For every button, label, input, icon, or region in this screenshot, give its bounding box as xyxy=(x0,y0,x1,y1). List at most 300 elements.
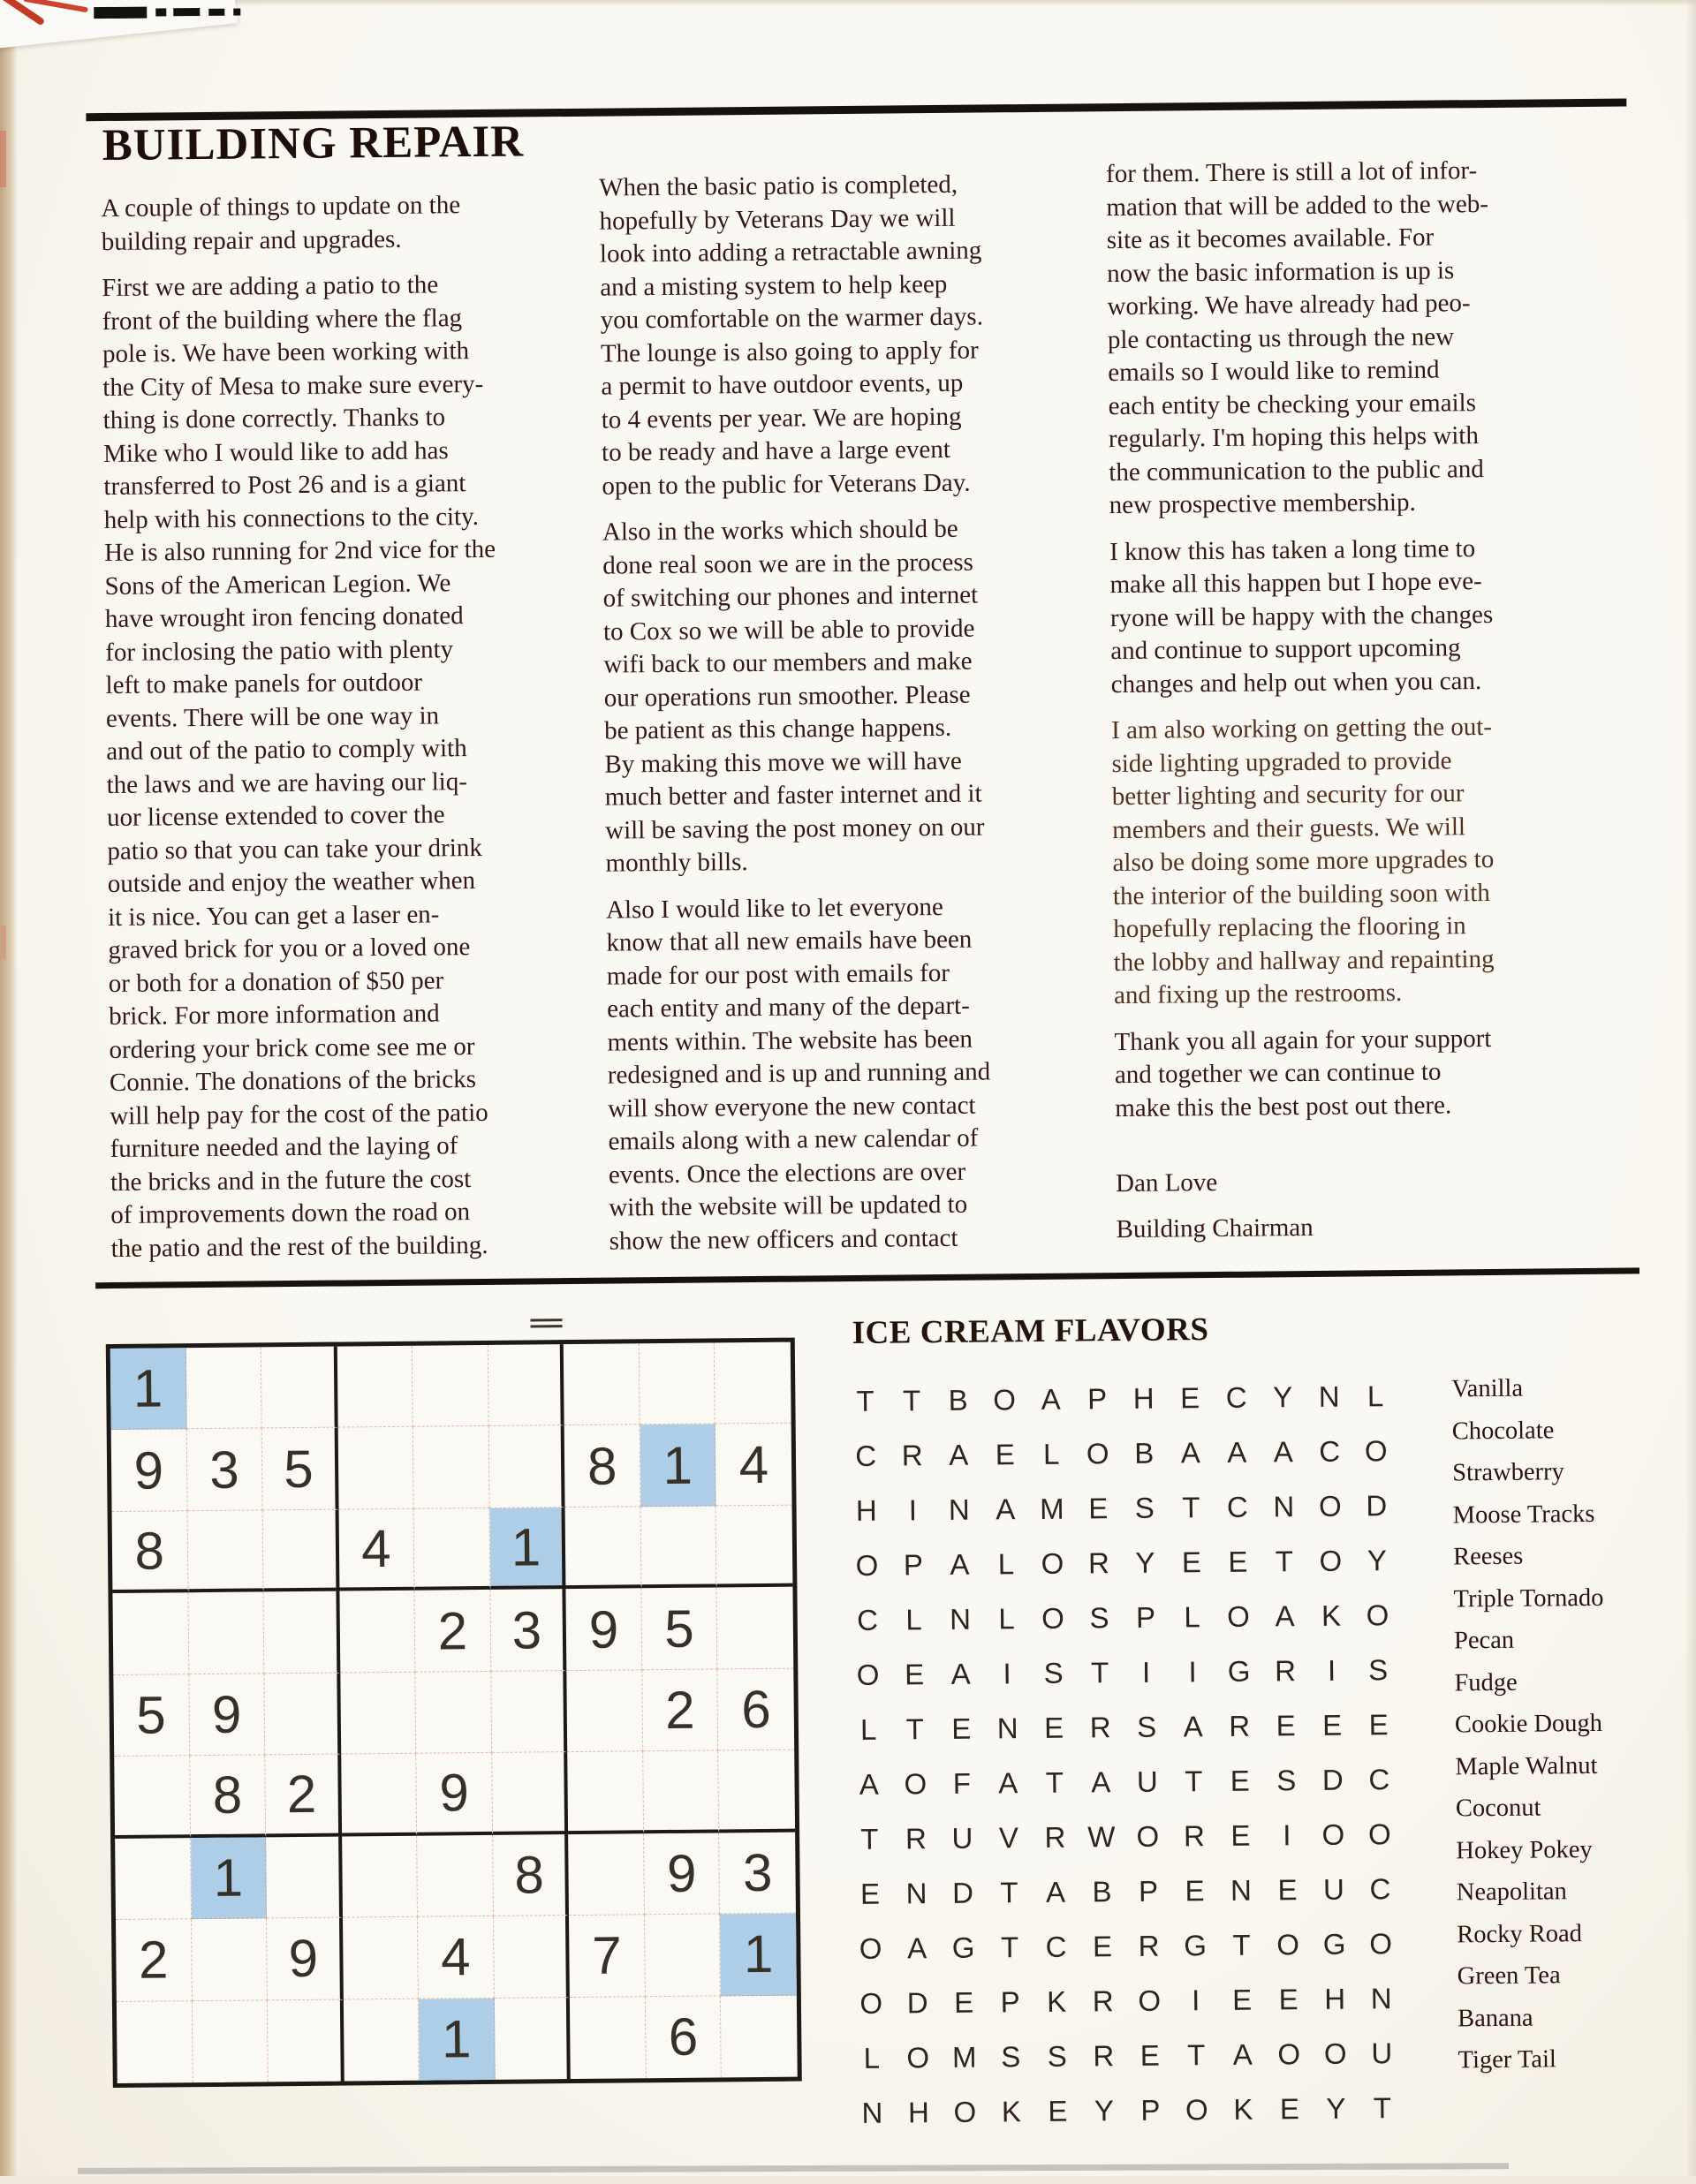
sudoku-cell xyxy=(413,1345,488,1427)
wordsearch-letter: H xyxy=(1324,1982,1346,2015)
sudoku-cell: 1 xyxy=(640,1425,716,1507)
wordsearch-letter: L xyxy=(1184,1600,1200,1634)
wordsearch-letter: Y xyxy=(1367,1544,1388,1577)
wordsearch-letter: P xyxy=(1138,1874,1159,1908)
sudoku-cell: 2 xyxy=(415,1590,491,1672)
wordsearch-letter: E xyxy=(1044,1711,1064,1744)
wordsearch-letter: O xyxy=(856,1658,880,1691)
paragraph: Also I would like to let everyone know that all new emails have been made for our post with emails for each entity and many of the depart- ments within. The website has been redesigned and is up and running and will show everyone the new contact emails along with a new calendar of events. Once the elections are over with the website will be updated to show the new officers and contact xyxy=(605,892,991,1256)
wordsearch-letter: H xyxy=(907,2096,929,2129)
wordsearch-letter: S xyxy=(1047,2039,1067,2073)
wordsearch-row xyxy=(845,1697,1403,1757)
cut-text-fragment xyxy=(94,7,147,19)
wordsearch-letter: D xyxy=(906,1986,928,2020)
wordsearch-grid xyxy=(842,1369,1405,2141)
wordsearch-letter: O xyxy=(906,2041,930,2074)
wordsearch-letter: E xyxy=(1368,1708,1389,1742)
wordsearch-letter: Y xyxy=(1135,1545,1155,1579)
wordsearch-letter: D xyxy=(1366,1489,1388,1523)
sudoku-cell xyxy=(488,1344,564,1426)
sudoku-cell xyxy=(117,2001,193,2083)
sudoku-cell xyxy=(564,1343,640,1425)
paragraph: Also in the works which should be done real soon we are in the process of switching our phones and internet to Cox so we will be able to provide wifi back to our members and make our operations run smoother. Please be patient as this change happens. By making this move we will have much better and faster internet and it will be saving the post money on our monthly bills. xyxy=(602,514,985,878)
wordsearch-letter: E xyxy=(995,1438,1015,1471)
wordsearch-letter: P xyxy=(1000,1985,1020,2019)
wordsearch-letter: V xyxy=(998,1821,1019,1855)
sudoku-cell xyxy=(339,1591,415,1673)
cut-text-fragment xyxy=(173,8,200,16)
sudoku-cell xyxy=(263,1509,339,1591)
wordsearch-letter: B xyxy=(1092,1875,1112,1908)
wordsearch-letter: T xyxy=(856,1384,874,1417)
wordsearch-letter: E xyxy=(1279,2092,1300,2126)
sudoku-cell xyxy=(337,1346,413,1428)
wordsearch-letter: L xyxy=(1367,1379,1384,1413)
paragraph: for them. There is still a lot of infor- mation that will be added to the web- site as it becomes available. For now the basic information is up is working. We have already had peo- ple contacting us through the new emails so I would like to remind each entity be checking your emails regularly. I'm hoping this helps with the communication to the public and new prospective membership. xyxy=(1105,156,1489,520)
wordsearch-letter: R xyxy=(905,1822,928,1855)
wordsearch-letter: N xyxy=(949,1602,972,1636)
wordsearch-letter: I xyxy=(908,1493,918,1527)
wordsearch-letter: E xyxy=(1181,1545,1202,1579)
wordsearch-letter: I xyxy=(1283,1818,1291,1852)
sudoku-cell: 1 xyxy=(489,1508,565,1590)
wordsearch-letter: A xyxy=(859,1767,879,1801)
wordsearch-letter: T xyxy=(1185,1765,1203,1798)
wordsearch-letter: K xyxy=(1001,2095,1022,2128)
wordsearch-letter: O xyxy=(1366,1598,1389,1632)
wordsearch-row xyxy=(847,1916,1404,1976)
wordsearch-letter: O xyxy=(1086,1437,1109,1470)
wordsearch-letter: C xyxy=(855,1439,877,1472)
sudoku-cell xyxy=(114,1756,190,1838)
word-item: Green Tea xyxy=(1457,1961,1561,1991)
sudoku-cell xyxy=(716,1506,792,1588)
wordsearch-letter: O xyxy=(953,2095,977,2128)
sudoku-cell xyxy=(187,1510,263,1592)
wordsearch-letter: I xyxy=(1141,1655,1151,1689)
sudoku-cell: 4 xyxy=(716,1424,791,1506)
wordsearch-letter: I xyxy=(1327,1653,1336,1687)
wordsearch-letter: S xyxy=(1276,1764,1297,1797)
word-item: Moose Tracks xyxy=(1452,1500,1595,1529)
wordsearch-letter: T xyxy=(902,1384,921,1417)
wordsearch-letter: F xyxy=(952,1766,972,1800)
paragraph: A couple of things to update on the building repair and upgrades. xyxy=(101,191,461,256)
sudoku-cell: 2 xyxy=(265,1755,341,1837)
wordsearch-letter: R xyxy=(1229,1709,1251,1742)
sudoku-cell: 1 xyxy=(720,1914,796,1996)
wordsearch-letter: A xyxy=(1091,1765,1111,1799)
sudoku-cell xyxy=(414,1508,490,1591)
wordsearch-letter: E xyxy=(1231,1983,1253,2016)
sudoku-cell xyxy=(340,1672,416,1754)
wordsearch-letter: A xyxy=(1045,1875,1066,1908)
wordsearch-letter: Y xyxy=(1272,1380,1293,1414)
wordsearch-letter: A xyxy=(996,1493,1016,1526)
wordsearch-letter: O xyxy=(1364,1434,1388,1468)
wordsearch-letter: R xyxy=(1089,1711,1111,1744)
wordsearch-letter: S xyxy=(1134,1491,1155,1524)
wordsearch-row xyxy=(844,1588,1401,1648)
sudoku-cell xyxy=(494,1916,570,1998)
sudoku-cell: 8 xyxy=(493,1834,569,1916)
sudoku-cell: 3 xyxy=(490,1589,566,1671)
word-item: Tiger Tail xyxy=(1458,2045,1556,2074)
wordsearch-letter: A xyxy=(1180,1436,1200,1470)
wordsearch-letter: S xyxy=(1043,1656,1064,1689)
wordsearch-letter: O xyxy=(859,1986,883,2020)
wordsearch-letter: N xyxy=(1273,1490,1295,1523)
sudoku-cell xyxy=(192,1918,268,2000)
wordsearch-letter: L xyxy=(997,1547,1015,1581)
sudoku-cell xyxy=(266,1836,342,1918)
wordsearch-letter: E xyxy=(1277,1873,1298,1907)
wordsearch-row xyxy=(843,1424,1400,1484)
wordsearch-letter: A xyxy=(1041,1382,1061,1416)
word-item: Cookie Dough xyxy=(1454,1709,1603,1739)
sudoku-cell xyxy=(416,1672,492,1754)
wordsearch-letter: U xyxy=(1322,1872,1345,1906)
wordsearch-letter: C xyxy=(856,1603,879,1636)
wordsearch-letter: U xyxy=(1136,1765,1158,1798)
wordsearch-letter: P xyxy=(903,1548,924,1582)
wordsearch-letter: C xyxy=(1225,1380,1247,1414)
wordsearch-letter: N xyxy=(1230,1873,1253,1907)
wordsearch-letter: E xyxy=(1185,1874,1205,1908)
wordsearch-letter: N xyxy=(1318,1379,1340,1413)
wordsearch-letter: E xyxy=(1278,1983,1298,2016)
wordsearch-letter: O xyxy=(993,1383,1017,1417)
wordsearch-letter: E xyxy=(1276,1709,1296,1742)
wordsearch-letter: O xyxy=(1369,1927,1393,1961)
wordsearch-letter: T xyxy=(905,1712,924,1746)
wordsearch-letter: D xyxy=(951,1876,974,1909)
wordsearch-letter: R xyxy=(1138,1929,1160,1962)
sudoku-cell: 8 xyxy=(190,1756,266,1838)
wordsearch-letter: A xyxy=(1227,1435,1247,1469)
wordsearch-letter: I xyxy=(1188,1655,1197,1689)
sudoku-cell xyxy=(719,1750,795,1833)
sudoku-cell xyxy=(268,1999,344,2082)
wordsearch-letter: W xyxy=(1087,1820,1116,1854)
wordsearch-row xyxy=(844,1643,1402,1703)
sudoku-cell xyxy=(264,1673,340,1755)
wordsearch-letter: C xyxy=(1226,1490,1248,1523)
wordsearch-letter: C xyxy=(1368,1763,1390,1796)
sudoku-cell: 3 xyxy=(720,1832,796,1914)
word-item: Triple Tornado xyxy=(1453,1583,1604,1613)
wordsearch-letter: S xyxy=(1089,1601,1109,1635)
paragraph: First we are adding a patio to the front of the building where the flag pole is. We have been working with the City of Mesa to make sure every- thing is done correctly. Thanks to Mike who I would like to add has transferred to Post 26 and is a giant help with his connections to the city. He is also running for 2nd vice for the Sons of the American Legion. We have wrought iron fencing donated for inclosing the patio with plenty left to make panels for outdoor events. There will be one way in and out of the patio to comply with the laws and we are having our liq- uor license extended to cover the patio so that you can take your drink outside and enjoy the weather when it is nice. You can get a laser en- graved brick for you or a loved one or both for a donation of $50 per brick. For more information and ordering your brick come see me or Connie. The donations of the bricks will help pay for the cost of the patio furniture needed and the laying of the bricks and in the future the cost of improvements down the road on the patio and the rest of the building. xyxy=(102,270,496,1263)
sudoku-cell: 8 xyxy=(564,1425,640,1508)
sudoku-cell: 1 xyxy=(110,1348,186,1430)
wordsearch-letter: A xyxy=(1232,2037,1253,2071)
paragraph: I am also working on getting the out- side lighting upgraded to provide better lighting and security for our members and their guests. We will also be doing some more upgrades to the interior of the building soon with hopefully replacing the flooring in the lobby and hallway and repainting and fixing up the restrooms. xyxy=(1110,712,1495,1010)
sudoku-cell: 6 xyxy=(646,1996,722,2078)
wordsearch-letter: G xyxy=(1322,1927,1346,1961)
sudoku-cell: 9 xyxy=(566,1589,642,1671)
sudoku-cell: 9 xyxy=(111,1430,187,1512)
wordsearch-letter: G xyxy=(951,1931,975,1964)
wordsearch-row xyxy=(842,1369,1399,1429)
wordsearch-letter: C xyxy=(1369,1872,1391,1906)
wordsearch-letter: L xyxy=(1042,1437,1060,1470)
wordsearch-letter: S xyxy=(1367,1653,1389,1687)
wordsearch-letter: Y xyxy=(1326,2091,1346,2125)
wordsearch-letter: L xyxy=(863,2041,881,2074)
wordsearch-letter: O xyxy=(1185,2093,1208,2127)
wordsearch-letter: E xyxy=(951,1712,972,1745)
sudoku-cell xyxy=(115,1838,191,1920)
wordsearch-row xyxy=(845,1752,1403,1812)
sudoku-cell: 9 xyxy=(267,1918,343,2000)
wordsearch-word-list xyxy=(1451,1367,1609,2082)
wordsearch-letter: O xyxy=(1041,1546,1064,1580)
word-item: Neapolitan xyxy=(1456,1878,1567,1907)
wordsearch-letter: H xyxy=(855,1493,877,1527)
sudoku-cell: 7 xyxy=(569,1915,645,1997)
wordsearch-letter: O xyxy=(1226,1599,1251,1633)
wordsearch-letter: T xyxy=(1045,1765,1064,1799)
sudoku-cell xyxy=(344,1999,420,2081)
scan-artifact xyxy=(530,1319,562,1321)
wordsearch-letter: T xyxy=(1182,1491,1200,1524)
sudoku-cell xyxy=(643,1751,719,1833)
wordsearch-letter: A xyxy=(906,1931,928,1965)
page-title: BUILDING REPAIR xyxy=(102,117,525,171)
wordsearch-letter: E xyxy=(1088,1492,1109,1525)
word-item: Strawberry xyxy=(1452,1458,1564,1487)
wordsearch-letter: O xyxy=(1276,1928,1300,1961)
wordsearch-letter: U xyxy=(951,1821,973,1855)
wordsearch-title: ICE CREAM FLAVORS xyxy=(852,1311,1209,1351)
sudoku-cell: 9 xyxy=(189,1674,265,1756)
wordsearch-letter: N xyxy=(861,2096,883,2129)
wordsearch-row xyxy=(848,1971,1405,2031)
wordsearch-letter: T xyxy=(1090,1656,1109,1689)
wordsearch-letter: E xyxy=(1092,1930,1113,1963)
sudoku-cell xyxy=(261,1347,337,1429)
sudoku-cell: 1 xyxy=(191,1837,267,1919)
wordsearch-letter: C xyxy=(1319,1434,1341,1468)
paragraph: I know this has taken a long time to make all this happen but I hope eve- ryone will be happy with the changes and continue to support upcoming changes and help out when you can. xyxy=(1109,533,1494,699)
sudoku-cell xyxy=(640,1506,716,1588)
sudoku-cell: 4 xyxy=(338,1509,414,1591)
word-item: Vanilla xyxy=(1451,1374,1524,1403)
cut-text-fragment xyxy=(233,9,240,16)
wordsearch-letter: N xyxy=(1370,1982,1392,2015)
cut-text-fragment xyxy=(208,9,224,16)
wordsearch-letter: G xyxy=(1227,1654,1251,1688)
wordsearch-letter: R xyxy=(901,1439,923,1472)
wordsearch-letter: E xyxy=(859,1877,881,1910)
word-item: Maple Walnut xyxy=(1455,1751,1598,1780)
wordsearch-letter: P xyxy=(1086,1382,1108,1416)
wordsearch-letter: T xyxy=(1373,2091,1392,2125)
wordsearch-letter: L xyxy=(998,1602,1015,1636)
wordsearch-letter: E xyxy=(1228,1545,1248,1578)
wordsearch-letter: A xyxy=(949,1438,969,1471)
sudoku-cell xyxy=(417,1835,493,1917)
wordsearch-letter: O xyxy=(1319,1544,1343,1577)
wordsearch-letter: E xyxy=(1322,1708,1343,1742)
sudoku-cell xyxy=(413,1426,489,1508)
sudoku-cell: 2 xyxy=(642,1669,718,1751)
wordsearch-letter: O xyxy=(859,1931,882,1965)
wordsearch-letter: O xyxy=(1321,1817,1345,1851)
wordsearch-letter: A xyxy=(950,1657,971,1690)
signature-role: Building Chairman xyxy=(1116,1213,1314,1243)
wordsearch-letter: A xyxy=(1275,1599,1295,1633)
wordsearch-letter: A xyxy=(950,1547,970,1581)
wordsearch-letter: T xyxy=(1275,1545,1294,1578)
word-item: Banana xyxy=(1457,2004,1533,2032)
sudoku-cell: 2 xyxy=(116,1919,192,2001)
word-item: Chocolate xyxy=(1451,1416,1555,1445)
cut-text-fragment xyxy=(155,8,166,16)
wordsearch-letter: L xyxy=(859,1712,877,1746)
wordsearch-letter: L xyxy=(905,1603,922,1636)
wordsearch-letter: R xyxy=(1183,1819,1205,1853)
wordsearch-letter: N xyxy=(996,1712,1018,1745)
sudoku-cell xyxy=(568,1833,644,1916)
wordsearch-row xyxy=(849,2081,1406,2141)
wordsearch-letter: R xyxy=(1092,1984,1114,2018)
wordsearch-letter: I xyxy=(1191,1984,1200,2017)
wordsearch-letter: E xyxy=(1048,2094,1068,2127)
sudoku-cell xyxy=(337,1427,413,1509)
sudoku-cell xyxy=(715,1342,791,1425)
wordsearch-letter: R xyxy=(1275,1654,1297,1688)
wordsearch-letter: M xyxy=(1039,1492,1064,1525)
article-column-2 xyxy=(599,167,1113,1271)
wordsearch-letter: S xyxy=(1001,2040,1021,2074)
wordsearch-letter: B xyxy=(948,1383,968,1417)
wordsearch-letter: E xyxy=(1230,1764,1250,1797)
sudoku-cell: 3 xyxy=(186,1429,262,1511)
wordsearch-row xyxy=(846,1862,1404,1922)
sudoku-cell xyxy=(112,1593,188,1675)
wordsearch-letter: H xyxy=(1132,1381,1155,1415)
wordsearch-letter: B xyxy=(1134,1436,1155,1470)
word-item: Fudge xyxy=(1454,1668,1518,1697)
wordsearch-letter: N xyxy=(948,1493,970,1526)
wordsearch-letter: T xyxy=(1232,1928,1251,1961)
word-item: Rocky Road xyxy=(1457,1919,1583,1948)
sudoku-cell xyxy=(495,1998,571,2080)
sudoku-cell xyxy=(186,1347,261,1429)
sudoku-cell xyxy=(491,1671,567,1753)
sudoku-cell xyxy=(492,1752,568,1834)
article-column-3 xyxy=(1106,153,1647,1246)
wordsearch-letter: P xyxy=(1140,2093,1161,2127)
sudoku-cell xyxy=(717,1587,793,1669)
wordsearch-letter: O xyxy=(1318,1489,1342,1523)
wordsearch-letter: K xyxy=(1321,1598,1342,1632)
wordsearch-letter: O xyxy=(855,1548,879,1582)
wordsearch-letter: T xyxy=(860,1822,879,1855)
sudoku-cell xyxy=(640,1342,716,1425)
wordsearch-letter: O xyxy=(1138,1984,1162,2017)
sudoku-cell xyxy=(568,1751,644,1833)
wordsearch-letter: N xyxy=(905,1877,928,1910)
sudoku-grid xyxy=(106,1338,802,2088)
sudoku-cell: 4 xyxy=(418,1916,494,1999)
wordsearch-letter: E xyxy=(1140,2038,1160,2072)
wordsearch-letter: R xyxy=(1044,1820,1066,1854)
paragraph: Thank you all again for your support and together we can continue to make this the best post out there. xyxy=(1114,1024,1492,1122)
sudoku-cell: 9 xyxy=(644,1833,720,1915)
wordsearch-letter: O xyxy=(1367,1817,1391,1851)
wordsearch-letter: Y xyxy=(1094,2094,1115,2127)
wordsearch-letter: E xyxy=(1179,1381,1200,1415)
wordsearch-letter: K xyxy=(1046,1984,1067,2018)
wordsearch-letter: A xyxy=(1273,1435,1293,1469)
wordsearch-letter: U xyxy=(1371,2037,1393,2070)
sudoku-cell xyxy=(188,1592,264,1674)
sudoku-cell xyxy=(343,1917,419,1999)
wordsearch-letter: G xyxy=(1184,1929,1208,1962)
wordsearch-letter: C xyxy=(1045,1930,1067,1963)
sudoku-cell xyxy=(570,1997,646,2079)
wordsearch-row xyxy=(844,1533,1401,1593)
signature-name: Dan Love xyxy=(1115,1168,1218,1198)
wordsearch-letter: A xyxy=(1183,1710,1203,1743)
wordsearch-letter: I xyxy=(1003,1657,1011,1690)
wordsearch-letter: R xyxy=(1087,1546,1110,1580)
wordsearch-letter: O xyxy=(1277,2037,1301,2071)
wordsearch-letter: E xyxy=(954,1985,974,2019)
wordsearch-letter: O xyxy=(904,1767,928,1801)
wordsearch-letter: R xyxy=(1093,2039,1115,2073)
sudoku-cell xyxy=(264,1591,340,1674)
sudoku-cell: 5 xyxy=(113,1674,189,1757)
sudoku-cell: 8 xyxy=(112,1511,188,1593)
wordsearch-letter: T xyxy=(1000,1876,1018,1909)
wordsearch-row xyxy=(843,1478,1400,1538)
sudoku-cell xyxy=(565,1507,641,1589)
wordsearch-letter: S xyxy=(1137,1710,1157,1743)
wordsearch-letter: M xyxy=(951,2040,977,2074)
sudoku-cell xyxy=(645,1915,721,1997)
wordsearch-row xyxy=(848,2026,1405,2086)
sudoku-cell: 9 xyxy=(416,1753,492,1835)
wordsearch-letter: T xyxy=(1187,2038,1206,2072)
word-item: Coconut xyxy=(1455,1794,1541,1823)
paragraph: When the basic patio is completed, hopefully by Veterans Day we will look into adding a retractable awning and a misting system to help keep you comfortable on the warmer days. The lounge is also going to apply for a permit to have outdoor events, up to 4 events per year. We are hoping to be ready and have a large event open to the public for Veterans Day. xyxy=(599,170,984,501)
sudoku-cell xyxy=(488,1426,564,1508)
sudoku-cell xyxy=(721,1995,797,2077)
word-item: Reeses xyxy=(1452,1542,1524,1571)
wordsearch-letter: O xyxy=(1136,1819,1160,1853)
sudoku-cell: 6 xyxy=(718,1668,794,1750)
wordsearch-letter: K xyxy=(1233,2092,1253,2126)
wordsearch-letter: E xyxy=(904,1658,925,1691)
word-item: Hokey Pokey xyxy=(1456,1835,1593,1864)
sudoku-cell xyxy=(567,1670,643,1752)
wordsearch-letter: E xyxy=(1230,1818,1251,1852)
wordsearch-letter: D xyxy=(1321,1763,1344,1796)
wordsearch-letter: P xyxy=(1135,1600,1156,1634)
sudoku-cell: 1 xyxy=(419,1998,495,2080)
sudoku-cell xyxy=(342,1835,418,1917)
article-column-1 xyxy=(101,188,584,1279)
sudoku-cell xyxy=(341,1754,417,1836)
wordsearch-row xyxy=(846,1807,1404,1867)
sudoku-cell: 5 xyxy=(641,1588,717,1670)
sudoku-cell xyxy=(192,2000,268,2082)
wordsearch-letter: T xyxy=(1000,1931,1019,1964)
